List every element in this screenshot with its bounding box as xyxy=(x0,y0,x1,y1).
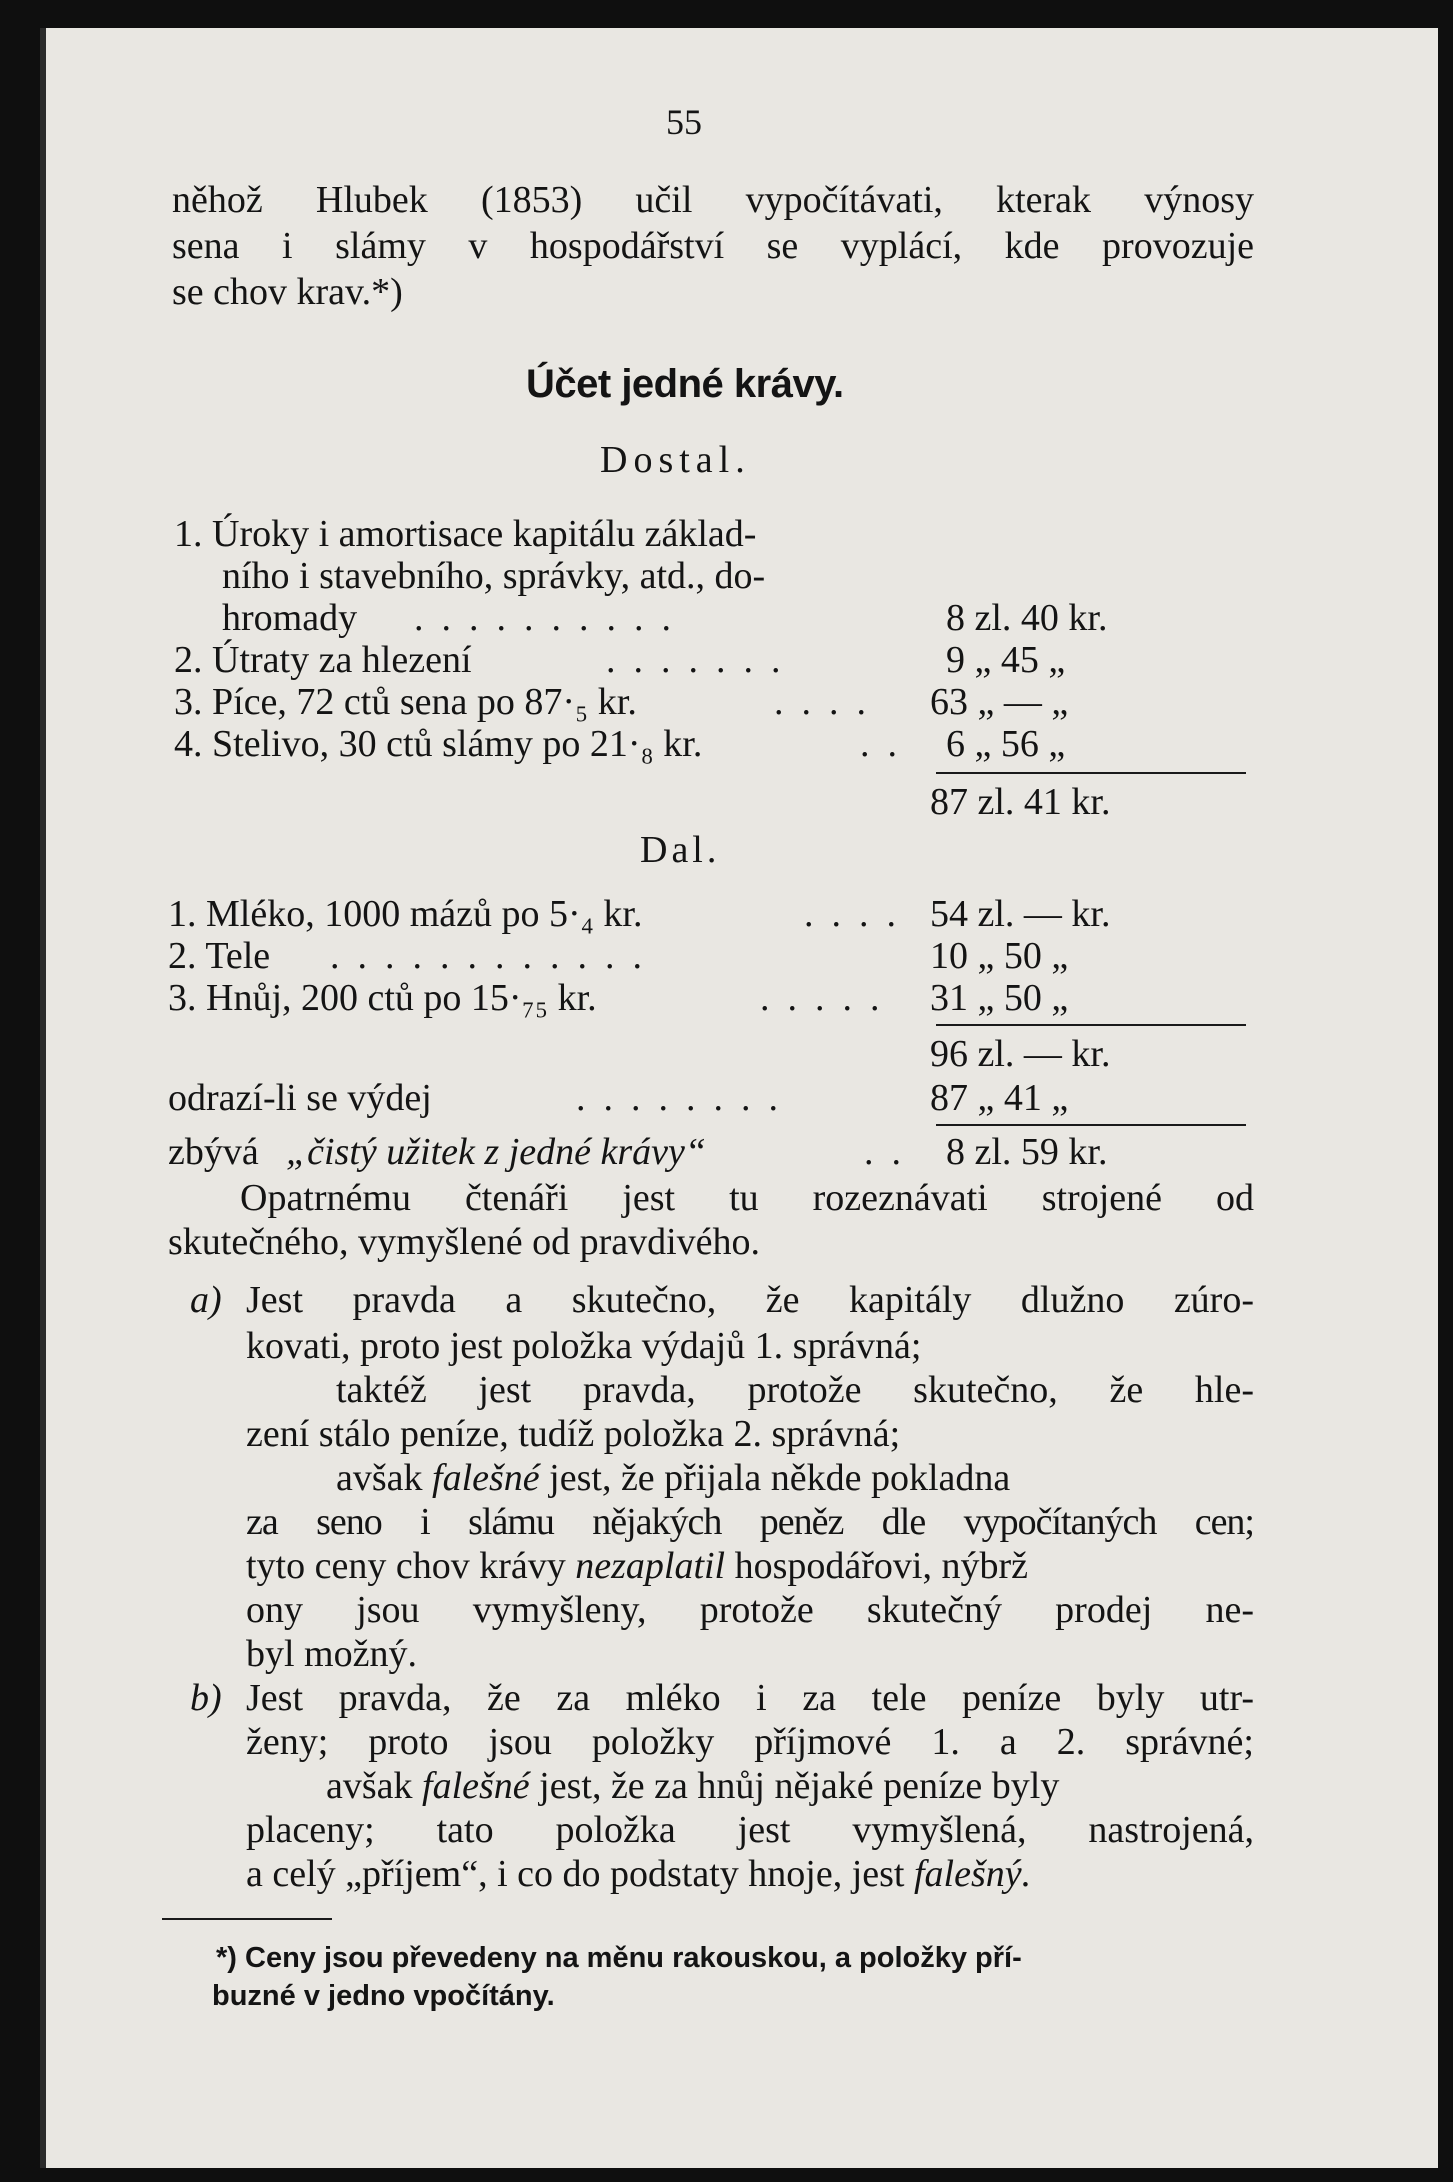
para-a-tyto: tyto ceny chov krávy xyxy=(246,1545,566,1587)
para-a-line-1: Jest pravda a skutečno, že kapitály dlužno zúro- xyxy=(246,1279,1254,1321)
dal-item-3-amount: 31 „ 50 „ xyxy=(930,977,1069,1019)
dal-item-1-leader: .... xyxy=(804,893,914,935)
dal-item-3-leader: ..... xyxy=(760,977,898,1019)
intro-line-2: sena i slámy v hospodářství se vyplácí, kde provozuje xyxy=(172,225,1254,267)
para-b-falesne: falešné xyxy=(422,1765,530,1807)
para-b-falesny: falešný. xyxy=(913,1853,1032,1895)
para-b-line-2: ženy; proto jsou položky příjmové 1. a 2. správné; xyxy=(246,1721,1254,1763)
dal-sum-rule xyxy=(936,1024,1246,1026)
intro-line-3: se chov krav.*) xyxy=(172,271,403,313)
zbyva-amount: 8 zl. 59 kr. xyxy=(946,1131,1108,1173)
para1-line-2: skutečného, vymyšlené od pravdivého. xyxy=(168,1221,761,1263)
heading: Účet jedné krávy. xyxy=(526,362,844,406)
footnote-rule xyxy=(162,1918,332,1920)
page-number: 55 xyxy=(666,102,702,142)
dostal-item-1-amount: 8 zl. 40 kr. xyxy=(946,597,1108,639)
dal-item-1-amount: 54 zl. — kr. xyxy=(930,893,1111,935)
para-a-line-9: byl možný. xyxy=(246,1633,417,1675)
para-b-marker: b) xyxy=(190,1677,222,1719)
para-b-line-3 xyxy=(326,1764,1059,1808)
dal-item-2-amount: 10 „ 50 „ xyxy=(930,935,1069,977)
dostal-item-1-line-2: ního i stavebního, správky, atd., do- xyxy=(222,555,766,597)
intro-line-1: něhož Hlubek (1853) učil vypočítávati, kterak výnosy xyxy=(172,179,1254,221)
dostal-total: 87 zl. 41 kr. xyxy=(930,781,1111,823)
para-a-avsak: avšak xyxy=(336,1457,423,1499)
dal-item-2-text: 2. Tele xyxy=(168,935,271,977)
odrazi-amount: 87 „ 41 „ xyxy=(930,1077,1069,1119)
odrazi-text: odrazí-li se výdej xyxy=(168,1077,432,1119)
para-a-line-5-rest: jest, že přijala někde pokladna xyxy=(549,1457,1011,1499)
dostal-item-1-line-3: hromady xyxy=(222,597,358,639)
para-a-line-6: za seno i slámu nějakých peněz dle vypočítaných cen; xyxy=(246,1501,1254,1543)
zbyva-italic: „čistý užitek z jedné krávy“ xyxy=(286,1131,707,1173)
dal-item-2-leader: ............ xyxy=(330,935,660,977)
dal-total: 96 zl. — kr. xyxy=(930,1033,1111,1075)
para1-line-1: Opatrnému čtenáři jest tu rozeznávati strojené od xyxy=(240,1177,1254,1219)
dostal-item-1-leader: .......... xyxy=(414,597,689,639)
para-a-line-7-rest: hospodářovi, nýbrž xyxy=(734,1545,1029,1587)
dostal-item-2-leader: ....... xyxy=(606,639,799,681)
footnote-line-1: *) Ceny jsou převedeny na měnu rakouskou, a položky pří- xyxy=(216,1942,1022,1974)
para-b-line-1: Jest pravda, že za mléko i za tele peníze byly utr- xyxy=(246,1677,1254,1719)
para-b-avsak: avšak xyxy=(326,1765,413,1807)
para-a-line-3: taktéž jest pravda, protože skutečno, že hle- xyxy=(336,1369,1254,1411)
dostal-item-3-text: 3. Píce, 72 ctů sena po 87·₅ kr. xyxy=(174,681,637,723)
dostal-item-3-leader: .... xyxy=(774,681,884,723)
book-page xyxy=(40,28,1438,2168)
section-dostal: Dostal. xyxy=(600,439,751,481)
zbyva-leader: .. xyxy=(864,1131,919,1173)
dal-item-1-text: 1. Mléko, 1000 mázů po 5·₄ kr. xyxy=(168,893,643,935)
odrazi-leader: ........ xyxy=(576,1077,796,1119)
para-a-nezaplatil: nezaplatil xyxy=(575,1545,726,1587)
para-b-line-5-main: a celý „příjem“, i co do podstaty hnoje, jest xyxy=(246,1853,905,1895)
net-rule xyxy=(936,1124,1246,1126)
dostal-item-4-leader: .. xyxy=(860,723,915,765)
dostal-sum-rule xyxy=(936,772,1246,774)
section-dal: Dal. xyxy=(640,829,721,871)
footnote-line-2: buzné v jedno vpočítány. xyxy=(212,1980,555,2012)
para-b-line-3-rest: jest, že za hnůj nějaké peníze byly xyxy=(539,1765,1060,1807)
dostal-item-4-amount: 6 „ 56 „ xyxy=(946,723,1066,765)
para-a-line-4: zení stálo peníze, tudíž položka 2. správná; xyxy=(246,1413,901,1455)
para-b-line-5 xyxy=(246,1852,1031,1896)
para-b-line-4: placeny; tato položka jest vymyšlená, nastrojená, xyxy=(246,1809,1254,1851)
para-a-line-8: ony jsou vymyšleny, protože skutečný prodej ne- xyxy=(246,1589,1254,1631)
dostal-item-2-text: 2. Útraty za hlezení xyxy=(174,639,472,681)
para-a-line-5 xyxy=(336,1456,1010,1500)
dal-item-3-text: 3. Hnůj, 200 ctů po 15·₇₅ kr. xyxy=(168,977,597,1019)
dostal-item-2-amount: 9 „ 45 „ xyxy=(946,639,1066,681)
dostal-item-4-text: 4. Stelivo, 30 ctů slámy po 21·₈ kr. xyxy=(174,723,703,765)
para-a-marker: a) xyxy=(190,1279,222,1321)
zbyva-prefix: zbývá xyxy=(168,1131,259,1173)
para-a-falesne: falešné xyxy=(432,1457,540,1499)
dostal-item-1-line-1: 1. Úroky i amortisace kapitálu základ- xyxy=(174,513,757,555)
dostal-item-3-amount: 63 „ — „ xyxy=(930,681,1069,723)
para-a-line-7 xyxy=(246,1544,1028,1588)
para-a-line-2: kovati, proto jest položka výdajů 1. správná; xyxy=(246,1325,922,1367)
